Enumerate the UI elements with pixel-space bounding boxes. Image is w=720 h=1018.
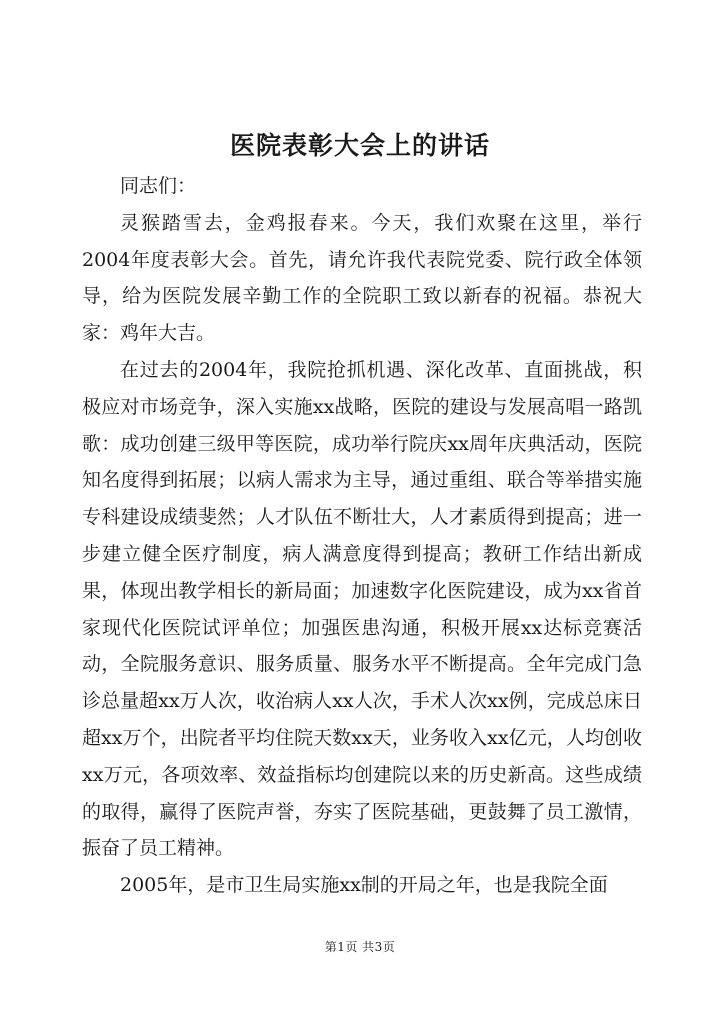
opening-paragraph: 灵猴踏雪去，金鸡报春来。今天，我们欢聚在这里，举行2004年度表彰大会。首先，请允许我代表院党委、院行政全体领导，给为医院发展辛勤工作的全院职工致以新春的祝福。恭祝大家：鸡年大吉。 [82,211,642,345]
achievements-paragraph: 在过去的2004年，我院抢抓机遇、深化改革、直面挑战，积极应对市场竞争，深入实施xx战略，医院的建设与发展高唱一路凯歌：成功创建三级甲等医院，成功举行院庆xx周年庆典活动，医院知名度得到拓展；以病人需求为主导，通过重组、联合等举措实施专科建设成绩斐然；人才队伍不断壮大，人才素质得到提高；进一步建立健全医疗制度，病人满意度得到提高；教研工作结出新成果，体现出教学相长的新局面；加速数字化医院建设，成为xx省首家现代化医院试评单位；加强医患沟通，积极开展xx达标竞赛活动，全院服务意识、服务质量、服务水平不断提高。全年完成门急诊总量超xx万人次，收治病人xx人次，手术人次xx例，完成总床日超xx万个，出院者平均住院天数xx天，业务收入xx亿元，人均创收xx万元，各项效率、效益指标均创建院以来的历史新高。这些成绩的取得，赢得了医院声誉，夯实了医院基础，更鼓舞了员工激情，振奋了员工精神。 [82,358,642,860]
page-title: 医院表彰大会上的讲话 [229,131,490,160]
salutation-paragraph: 同志们： [120,175,197,197]
page-number-footer: 第1页 共3页 [324,940,396,954]
document-body [82,168,642,904]
outlook-paragraph: 2005年，是市卫生局实施xx制的开局之年，也是我院全面 [120,874,608,897]
